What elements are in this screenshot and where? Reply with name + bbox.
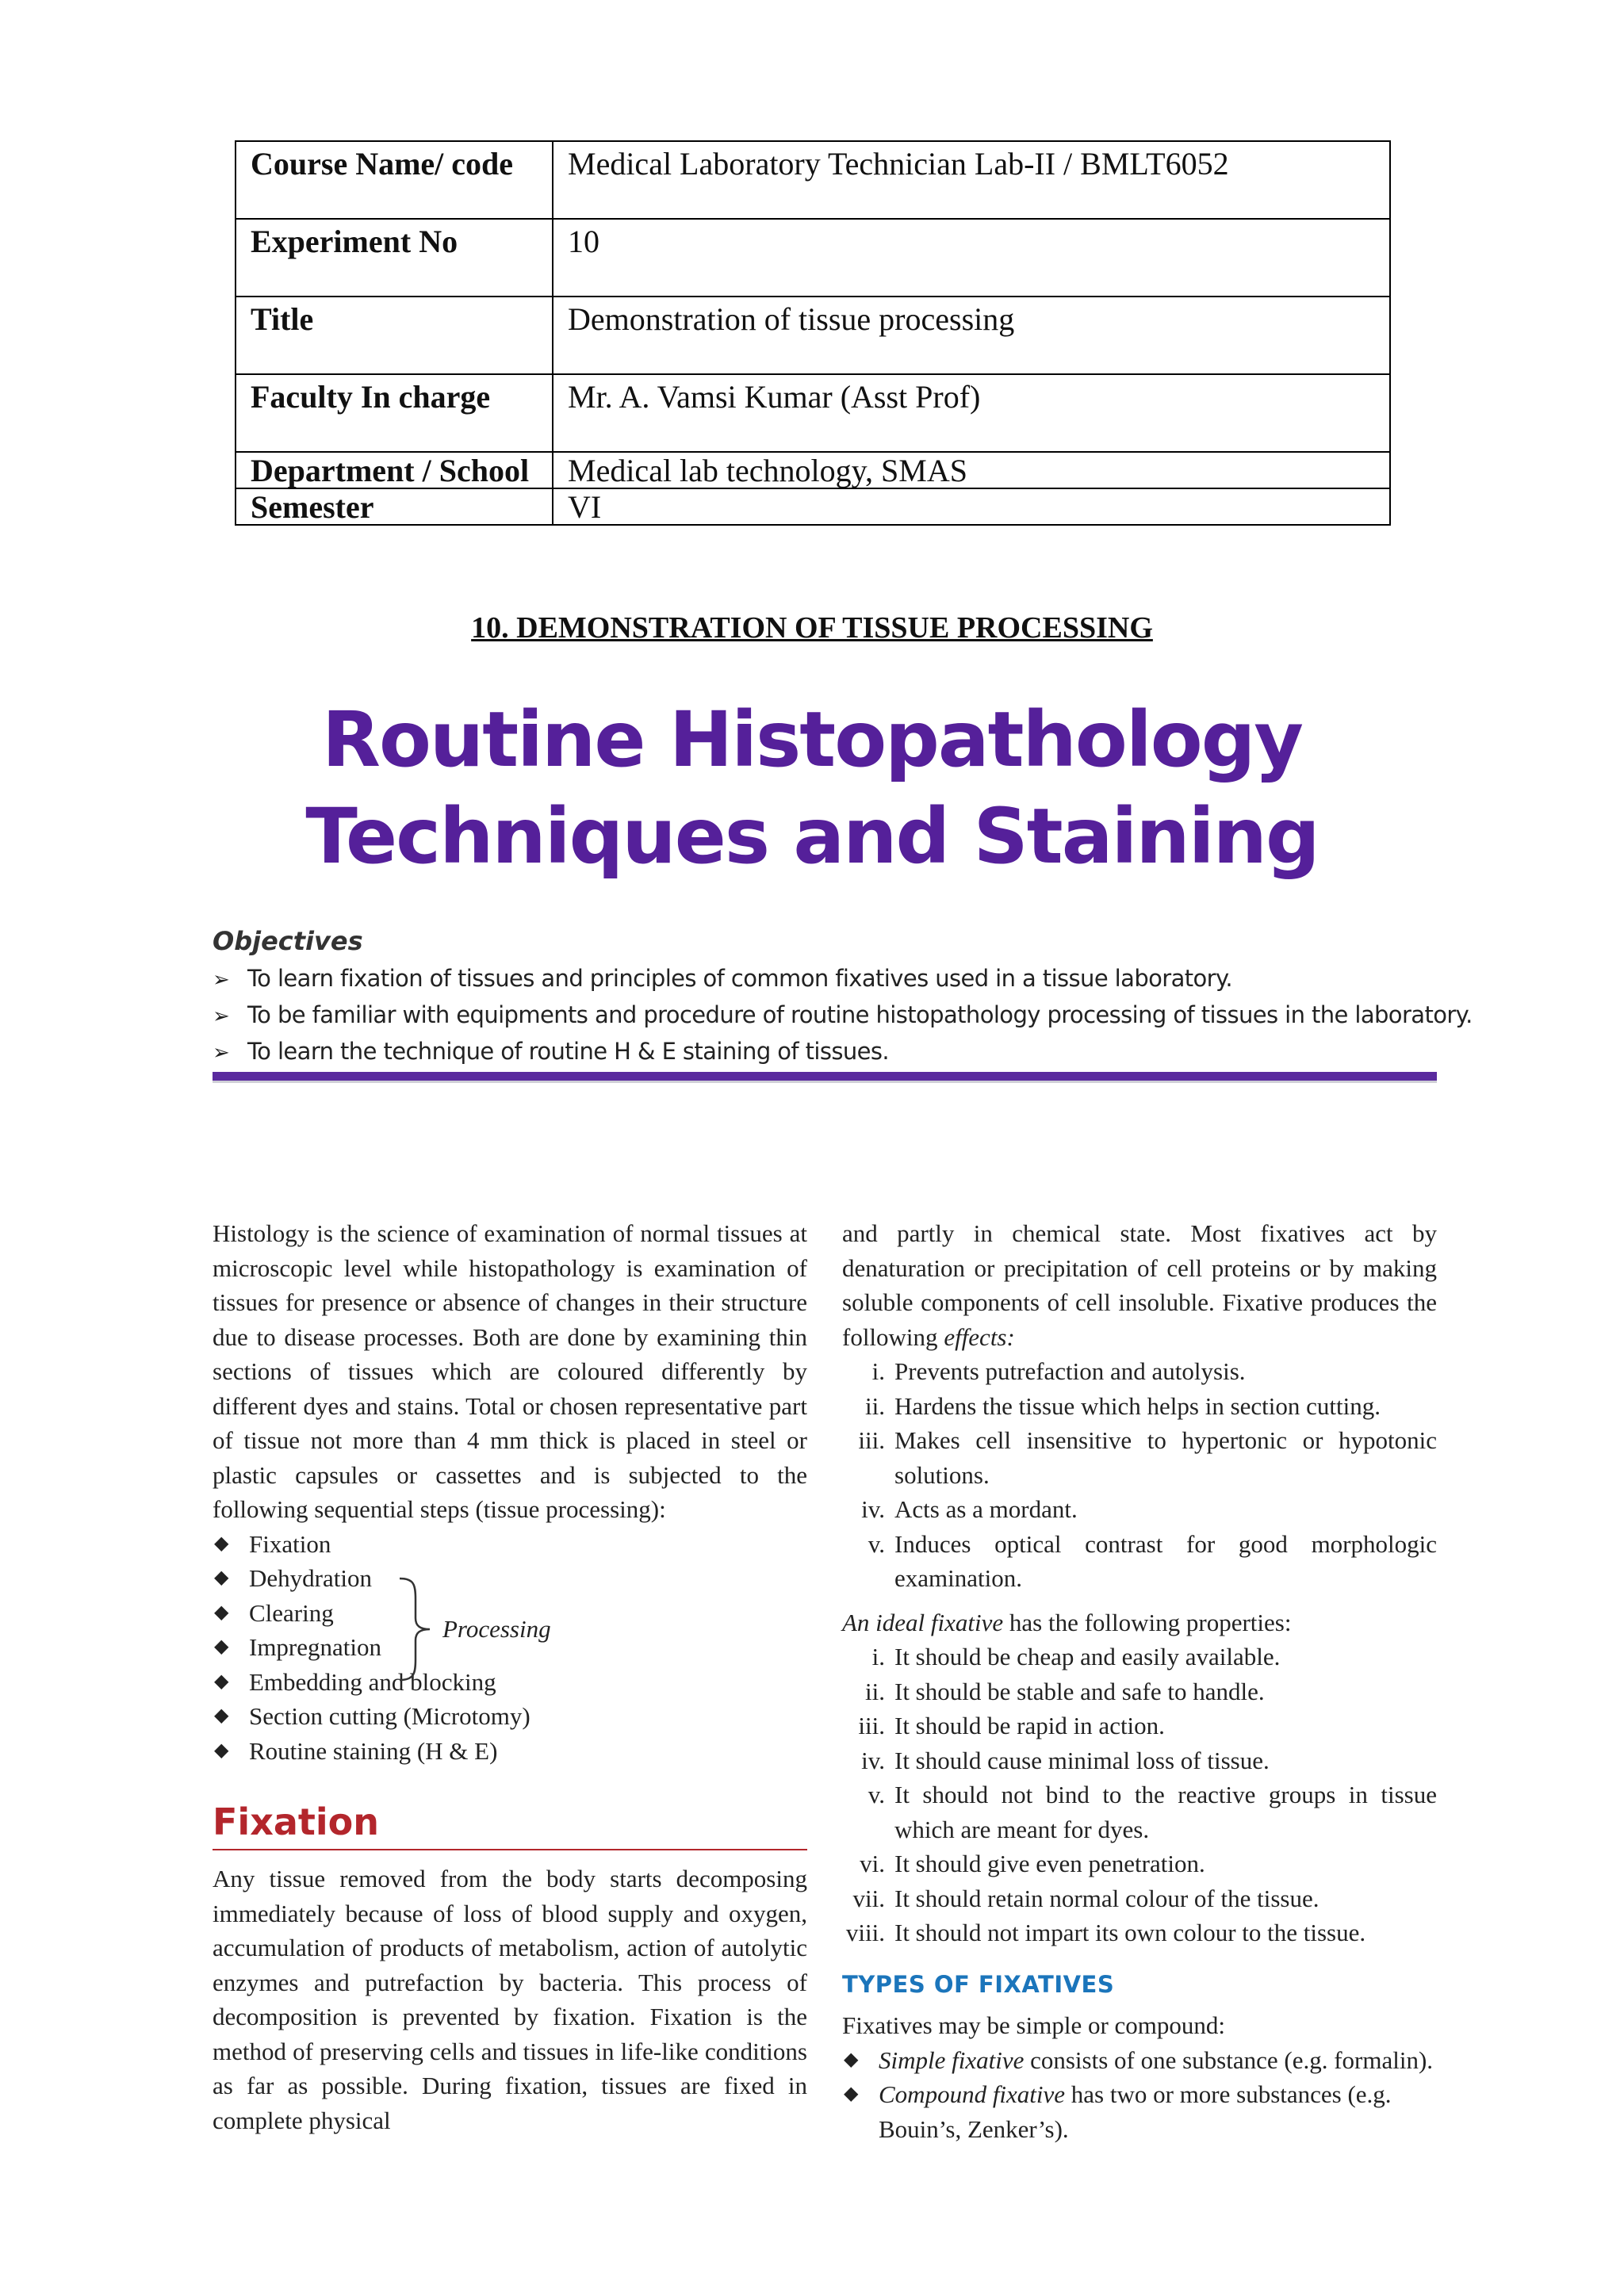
info-value: Mr. A. Vamsi Kumar (Asst Prof) bbox=[553, 374, 1390, 452]
list-item bbox=[213, 997, 1473, 1034]
item-text: It should be cheap and easily available. bbox=[894, 1643, 1281, 1670]
item-number: v. bbox=[868, 1781, 885, 1808]
item-text: Induces optical contrast for good morphologic examination. bbox=[894, 1529, 1437, 1592]
effects-list bbox=[842, 1354, 1437, 1596]
type-text: consists of one substance (e.g. formalin). bbox=[1030, 2045, 1434, 2074]
info-label: Title bbox=[236, 297, 553, 374]
type-text: has two or more substances (e.g. Bouin’s, Zenker’s). bbox=[879, 2080, 1392, 2143]
item-text: It should retain normal colour of the tissue. bbox=[894, 1884, 1320, 1912]
diamond-bullet-icon: ◆ bbox=[214, 1636, 229, 1657]
list-item bbox=[842, 1709, 1437, 1743]
table-row bbox=[236, 374, 1390, 452]
item-number: iv. bbox=[861, 1746, 885, 1774]
item-number: i. bbox=[871, 1357, 885, 1385]
types-intro: Fixatives may be simple or compound: bbox=[842, 2011, 1226, 2039]
objective-text: To learn the technique of routine H & E staining of tissues. bbox=[247, 1038, 890, 1065]
book-title-line-1: Routine Histopathology bbox=[322, 695, 1302, 784]
table-row bbox=[236, 141, 1390, 219]
item-number: iii. bbox=[858, 1712, 885, 1739]
fixative-types-list bbox=[842, 2043, 1437, 2147]
item-number: vii. bbox=[852, 1884, 885, 1912]
item-text: Hardens the tissue which helps in section cutting. bbox=[894, 1391, 1381, 1420]
info-label: Faculty In charge bbox=[236, 374, 553, 452]
list-item bbox=[842, 1674, 1437, 1709]
experiment-heading: 10. DEMONSTRATION OF TISSUE PROCESSING bbox=[471, 611, 1153, 645]
ideal-fixative-emph: An ideal fixative bbox=[842, 1608, 1004, 1636]
divider bbox=[213, 1072, 1437, 1081]
diamond-bullet-icon: ◆ bbox=[214, 1705, 229, 1726]
item-number: i. bbox=[871, 1643, 885, 1670]
properties-list bbox=[842, 1640, 1437, 1950]
step-text: Clearing bbox=[249, 1598, 334, 1627]
arrowhead-bullet-icon: ➢ bbox=[213, 968, 230, 992]
divider bbox=[213, 1081, 1437, 1083]
list-item bbox=[213, 1034, 1450, 1070]
effects-label: effects: bbox=[944, 1322, 1015, 1351]
list-item bbox=[213, 1699, 807, 1734]
diamond-bullet-icon: ◆ bbox=[214, 1601, 229, 1623]
list-item bbox=[842, 1846, 1437, 1881]
list-item bbox=[842, 1492, 1437, 1527]
arrowhead-bullet-icon: ➢ bbox=[213, 1041, 230, 1065]
list-item bbox=[213, 1734, 807, 1769]
info-value: Demonstration of tissue processing bbox=[553, 297, 1390, 374]
list-item bbox=[842, 1527, 1437, 1596]
item-number: iv. bbox=[861, 1495, 885, 1523]
divider bbox=[213, 1849, 807, 1850]
list-item bbox=[842, 1881, 1437, 1916]
item-number: ii. bbox=[865, 1391, 885, 1420]
fixation-paragraph-cont bbox=[842, 1216, 1437, 1354]
item-text: It should give even penetration. bbox=[894, 1850, 1205, 1877]
info-value: VI bbox=[553, 488, 1390, 525]
type-name: Compound fixative bbox=[879, 2080, 1066, 2108]
fixation-paragraph: Any tissue removed from the body starts decomposing immediately because of loss of blood supply and oxygen, accumulation of products of metabolism, action of autolytic enzymes and putrefaction by bacteria. This process of decomposition is prevented by fixation. Fixation is the method of preserving cells and tissues in life-like conditions as far as possible. During fixation, tissues are fixed in complete physical bbox=[213, 1865, 807, 2134]
objective-text: To learn fixation of tissues and principles of common fixatives used in a tissue laboratory. bbox=[247, 965, 1233, 992]
objective-text: To be familiar with equipments and procedure of routine histopathology processing of tissues in the laboratory. bbox=[247, 1001, 1473, 1028]
left-column bbox=[213, 1216, 807, 2137]
list-item bbox=[842, 1354, 1437, 1389]
diamond-bullet-icon: ◆ bbox=[214, 1670, 229, 1692]
item-text: It should not impart its own colour to the tissue. bbox=[894, 1919, 1366, 1946]
book-title bbox=[0, 691, 1624, 885]
objectives-title: Objectives bbox=[213, 926, 363, 956]
info-label: Semester bbox=[236, 488, 553, 525]
intro-paragraph: Histology is the science of examination of normal tissues at microscopic level while histopathology is examination of tissues for presence or absence of changes in their structure due to disease processes. Both are done by examining thin sections of tissues which are coloured differently by different dyes and stains. Total or chosen representative part of tissue not more than 4 mm thick is placed in steel or plastic capsules or cassettes and is subjected to the following sequential steps (tissue processing): bbox=[213, 1219, 807, 1523]
ideal-fixative-intro bbox=[842, 1605, 1437, 1640]
list-item bbox=[842, 2043, 1437, 2078]
info-label: Experiment No bbox=[236, 219, 553, 297]
info-value: Medical lab technology, SMAS bbox=[553, 452, 1390, 488]
info-value: 10 bbox=[553, 219, 1390, 297]
processing-label: Processing bbox=[442, 1615, 551, 1643]
fixation-heading: Fixation bbox=[213, 1800, 380, 1843]
item-number: viii. bbox=[845, 1919, 885, 1946]
diamond-bullet-icon: ◆ bbox=[214, 1533, 229, 1554]
fixation-text: and partly in chemical state. Most fixatives act by denaturation or precipitation of cell proteins or by making soluble components of cell insoluble. Fixative produces the following bbox=[842, 1219, 1437, 1351]
item-number: iii. bbox=[858, 1426, 885, 1454]
table-row bbox=[236, 452, 1390, 488]
list-item bbox=[842, 1423, 1437, 1492]
diamond-bullet-icon: ◆ bbox=[844, 2084, 859, 2104]
item-text: Makes cell insensitive to hypertonic or hypotonic solutions. bbox=[894, 1426, 1437, 1489]
info-value: Medical Laboratory Technician Lab-II / BMLT6052 bbox=[553, 141, 1390, 219]
objectives-list bbox=[213, 961, 1473, 1070]
list-item bbox=[842, 1389, 1437, 1424]
course-info-table bbox=[235, 140, 1391, 526]
item-number: v. bbox=[868, 1529, 885, 1558]
list-item bbox=[842, 2077, 1437, 2146]
item-text: It should be stable and safe to handle. bbox=[894, 1677, 1265, 1705]
list-item bbox=[213, 1527, 807, 1562]
item-text: Acts as a mordant. bbox=[894, 1495, 1078, 1523]
info-label: Course Name/ code bbox=[236, 141, 553, 219]
arrowhead-bullet-icon: ➢ bbox=[213, 1004, 230, 1028]
diamond-bullet-icon: ◆ bbox=[844, 2049, 859, 2070]
step-text: Impregnation bbox=[249, 1633, 382, 1661]
step-text: Dehydration bbox=[249, 1564, 372, 1592]
types-of-fixatives-heading: TYPES OF FIXATIVES bbox=[842, 1970, 1115, 1998]
item-number: ii. bbox=[865, 1677, 885, 1705]
table-row bbox=[236, 297, 1390, 374]
item-text: It should not bind to the reactive groups in tissue which are meant for dyes. bbox=[894, 1781, 1437, 1843]
item-text: Prevents putrefaction and autolysis. bbox=[894, 1357, 1246, 1385]
ideal-fixative-text: has the following properties: bbox=[1009, 1608, 1292, 1636]
step-text: Section cutting (Microtomy) bbox=[249, 1702, 530, 1730]
list-item bbox=[213, 961, 1450, 997]
diamond-bullet-icon: ◆ bbox=[214, 1567, 229, 1588]
step-text: Routine staining (H & E) bbox=[249, 1736, 498, 1765]
table-row bbox=[236, 488, 1390, 525]
list-item bbox=[842, 1915, 1437, 1950]
table-row bbox=[236, 219, 1390, 297]
item-number: vi. bbox=[860, 1850, 885, 1877]
type-name: Simple fixative bbox=[879, 2045, 1025, 2074]
right-column bbox=[842, 1216, 1437, 2146]
step-text: Fixation bbox=[249, 1529, 331, 1558]
item-text: It should be rapid in action. bbox=[894, 1712, 1165, 1739]
step-text: Embedding and blocking bbox=[249, 1667, 496, 1696]
list-item bbox=[842, 1743, 1437, 1778]
book-title-line-2: Techniques and Staining bbox=[305, 792, 1319, 881]
diamond-bullet-icon: ◆ bbox=[214, 1739, 229, 1761]
list-item bbox=[842, 1777, 1437, 1846]
info-label: Department / School bbox=[236, 452, 553, 488]
list-item bbox=[842, 1640, 1437, 1674]
item-text: It should cause minimal loss of tissue. bbox=[894, 1746, 1270, 1774]
